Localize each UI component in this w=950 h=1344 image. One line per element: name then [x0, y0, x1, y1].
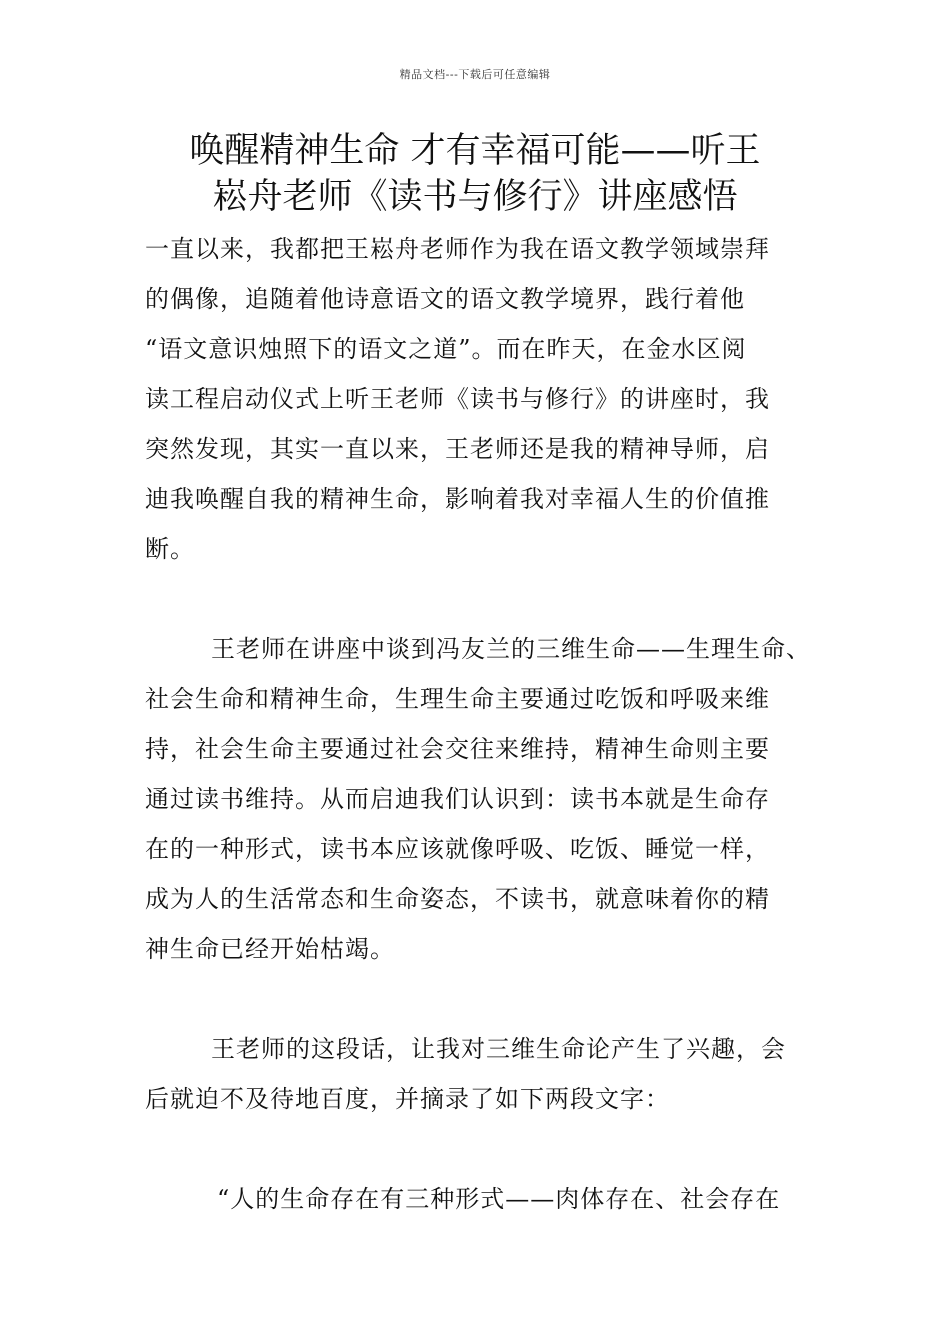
paragraph-line: 王老师的这段话，让我对三维生命论产生了兴趣，会	[211, 1035, 786, 1063]
title-line-2: 崧舟老师《读书与修行》讲座感悟	[212, 177, 738, 217]
paragraph-line: 社会生命和精神生命，生理生命主要通过吃饭和呼吸来维	[145, 685, 770, 713]
paragraph-line: “人的生命存在有三种形式——肉体存在、社会存在	[217, 1185, 781, 1213]
paragraph-line: 持，社会生命主要通过社会交往来维持，精神生命则主要	[145, 735, 770, 763]
paragraph-line: 后就迫不及待地百度，并摘录了如下两段文字：	[145, 1085, 670, 1113]
title-line-1: 唤醒精神生命 才有幸福可能——听王	[189, 131, 761, 171]
paragraph-2	[145, 624, 825, 974]
paragraph-line: 在的一种形式，读书本应该就像呼吸、吃饭、睡觉一样，	[145, 835, 770, 863]
paragraph-spacer	[145, 574, 825, 624]
paragraph-4	[145, 1174, 825, 1224]
header-note: 精品文档---下载后可任意编辑	[399, 68, 551, 81]
paragraph-line: 断。	[145, 535, 195, 563]
paragraph-spacer	[145, 974, 825, 1024]
paragraph-line: 成为人的生活常态和生命姿态，不读书，就意味着你的精	[145, 885, 770, 913]
paragraph-line: 读工程启动仪式上听王老师《读书与修行》的讲座时，我	[145, 385, 770, 413]
paragraph-line: 迪我唤醒自我的精神生命，影响着我对幸福人生的价值推	[145, 485, 770, 513]
paragraph-line: 突然发现，其实一直以来，王老师还是我的精神导师，启	[145, 435, 770, 463]
paragraph-line: “语文意识烛照下的语文之道”。而在昨天，在金水区阅	[145, 335, 747, 363]
paragraph-spacer	[145, 1124, 825, 1174]
paragraph-line: 一直以来，我都把王崧舟老师作为我在语文教学领域崇拜	[145, 235, 770, 263]
paragraph-line: 通过读书维持。从而启迪我们认识到：读书本就是生命存	[145, 785, 770, 813]
paragraph-line: 王老师在讲座中谈到冯友兰的三维生命——生理生命、	[211, 635, 811, 663]
document-body	[145, 224, 825, 1224]
document-title	[140, 128, 810, 220]
paragraph-3	[145, 1024, 825, 1124]
paragraph-line: 神生命已经开始枯竭。	[145, 935, 395, 963]
paragraph-1	[145, 224, 825, 574]
paragraph-line: 的偶像，追随着他诗意语文的语文教学境界，践行着他	[145, 285, 745, 313]
